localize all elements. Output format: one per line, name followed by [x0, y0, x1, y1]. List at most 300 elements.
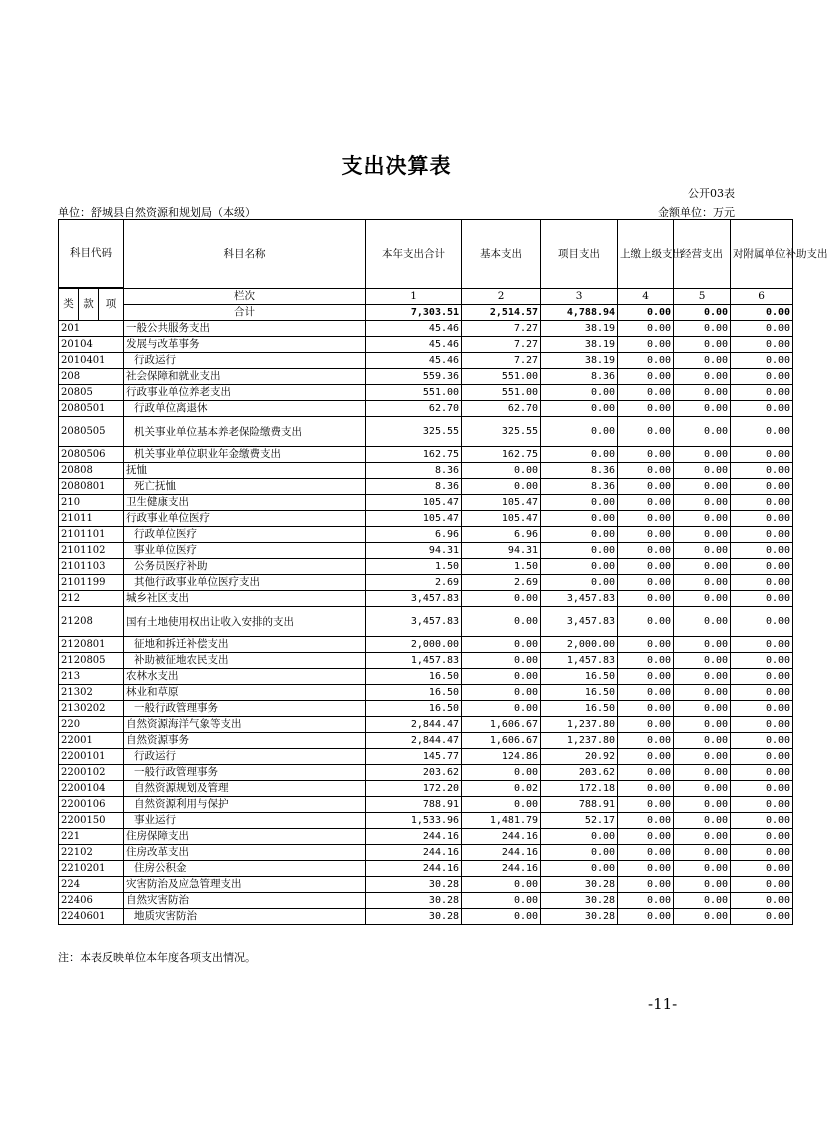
- table-row: [59, 669, 793, 685]
- amount-cell: 8.36: [541, 369, 618, 385]
- amount-cell: 124.86: [462, 749, 541, 765]
- subject-name: 自然资源事务: [124, 733, 366, 749]
- table-row: [59, 893, 793, 909]
- amount-cell: 0.00: [541, 829, 618, 845]
- amount-cell: 0.00: [618, 749, 674, 765]
- subject-code: 2080801: [59, 479, 124, 495]
- amount-cell: 8.36: [366, 479, 462, 495]
- subject-name: 自然资源海洋气象等支出: [124, 717, 366, 733]
- amount-cell: 45.46: [366, 353, 462, 369]
- amount-cell: 0.00: [462, 653, 541, 669]
- amount-cell: 0.00: [541, 559, 618, 575]
- total-cell: 7,303.51: [366, 305, 462, 321]
- subject-code: 2101103: [59, 559, 124, 575]
- total-row: [59, 305, 793, 321]
- amount-cell: 0.00: [674, 417, 731, 447]
- header-code: 科目代码: [59, 220, 124, 288]
- subject-name: 住房公积金: [124, 861, 366, 877]
- lanci-row: [59, 289, 793, 305]
- amount-cell: 0.00: [731, 749, 793, 765]
- amount-cell: 20.92: [541, 749, 618, 765]
- amount-cell: 0.00: [618, 495, 674, 511]
- amount-cell: 0.00: [618, 447, 674, 463]
- subject-name: 灾害防治及应急管理支出: [124, 877, 366, 893]
- table-row: [59, 321, 793, 337]
- total-cell: 0.00: [618, 305, 674, 321]
- subject-name: 公务员医疗补助: [124, 559, 366, 575]
- amount-cell: 0.00: [618, 463, 674, 479]
- subject-code: 20104: [59, 337, 124, 353]
- amount-cell: 6.96: [462, 527, 541, 543]
- col-num: 4: [618, 289, 674, 305]
- subject-name: 自然资源利用与保护: [124, 797, 366, 813]
- amount-cell: 0.00: [618, 527, 674, 543]
- amount-cell: 0.00: [731, 637, 793, 653]
- amount-cell: 0.00: [541, 385, 618, 401]
- header-xiang: 项: [99, 289, 124, 321]
- amount-cell: 244.16: [462, 861, 541, 877]
- amount-cell: 244.16: [366, 845, 462, 861]
- header-project: 项目支出: [541, 220, 618, 289]
- table-row: [59, 463, 793, 479]
- amount-cell: 0.00: [674, 653, 731, 669]
- amount-cell: 45.46: [366, 337, 462, 353]
- col-num: 3: [541, 289, 618, 305]
- subject-name: 农林水支出: [124, 669, 366, 685]
- amount-cell: 0.00: [618, 479, 674, 495]
- subject-code: 20805: [59, 385, 124, 401]
- subject-name: 城乡社区支出: [124, 591, 366, 607]
- amount-cell: 0.00: [462, 463, 541, 479]
- subject-name: 自然资源规划及管理: [124, 781, 366, 797]
- subject-code: 2080505: [59, 417, 124, 447]
- amount-cell: 0.00: [462, 479, 541, 495]
- table-row: [59, 765, 793, 781]
- amount-cell: 1,457.83: [366, 653, 462, 669]
- subject-code: 2210201: [59, 861, 124, 877]
- amount-cell: 0.00: [731, 401, 793, 417]
- header-row: [59, 220, 793, 288]
- subject-name: 住房保障支出: [124, 829, 366, 845]
- subject-name: 机关事业单位基本养老保险缴费支出: [124, 417, 366, 447]
- amount-cell: 0.00: [731, 813, 793, 829]
- amount-cell: 0.00: [618, 701, 674, 717]
- amount-cell: 105.47: [462, 511, 541, 527]
- table-row: [59, 637, 793, 653]
- amount-cell: 0.00: [618, 685, 674, 701]
- col-num: 5: [674, 289, 731, 305]
- amount-cell: 0.00: [674, 369, 731, 385]
- amount-cell: 0.00: [731, 861, 793, 877]
- amount-cell: 0.00: [674, 813, 731, 829]
- amount-cell: 0.00: [674, 701, 731, 717]
- subject-name: 卫生健康支出: [124, 495, 366, 511]
- amount-cell: 0.00: [618, 909, 674, 925]
- subject-name: 一般行政管理事务: [124, 765, 366, 781]
- amount-cell: 105.47: [462, 495, 541, 511]
- amount-cell: 0.00: [731, 797, 793, 813]
- amount-cell: 325.55: [366, 417, 462, 447]
- amount-cell: 38.19: [541, 337, 618, 353]
- table-row: [59, 417, 793, 447]
- subject-name: 机关事业单位职业年金缴费支出: [124, 447, 366, 463]
- table-row: [59, 575, 793, 591]
- amount-cell: 162.75: [462, 447, 541, 463]
- amount-cell: 38.19: [541, 321, 618, 337]
- subject-code: 221: [59, 829, 124, 845]
- amount-cell: 3,457.83: [366, 591, 462, 607]
- amount-cell: 1,606.67: [462, 717, 541, 733]
- amount-cell: 45.46: [366, 321, 462, 337]
- total-cell: 2,514.57: [462, 305, 541, 321]
- amount-cell: 0.00: [674, 527, 731, 543]
- subject-name: 一般行政管理事务: [124, 701, 366, 717]
- amount-cell: 0.00: [674, 607, 731, 637]
- amount-cell: 0.00: [462, 607, 541, 637]
- amount-cell: 0.00: [618, 733, 674, 749]
- amount-cell: 0.00: [618, 861, 674, 877]
- subject-code: 2130202: [59, 701, 124, 717]
- amount-cell: 0.00: [462, 909, 541, 925]
- amount-cell: 172.18: [541, 781, 618, 797]
- amount-cell: 0.00: [731, 877, 793, 893]
- amount-cell: 0.00: [541, 527, 618, 543]
- amount-cell: 0.00: [674, 637, 731, 653]
- amount-cell: 1.50: [462, 559, 541, 575]
- amount-cell: 0.00: [731, 607, 793, 637]
- amount-cell: 0.00: [462, 765, 541, 781]
- amount-cell: 0.00: [731, 463, 793, 479]
- table-row: [59, 385, 793, 401]
- amount-cell: 3,457.83: [541, 607, 618, 637]
- subject-code: 2200150: [59, 813, 124, 829]
- amount-cell: 0.00: [674, 749, 731, 765]
- subject-name: 事业运行: [124, 813, 366, 829]
- amount-cell: 788.91: [366, 797, 462, 813]
- amount-cell: 0.00: [674, 733, 731, 749]
- subject-code: 210: [59, 495, 124, 511]
- amount-cell: 0.00: [618, 575, 674, 591]
- subject-code: 21208: [59, 607, 124, 637]
- amount-cell: 16.50: [541, 669, 618, 685]
- reporting-unit: 单位：舒城县自然资源和规划局（本级）: [58, 206, 256, 219]
- amount-cell: 551.00: [462, 369, 541, 385]
- amount-cell: 0.00: [731, 909, 793, 925]
- total-cell: 4,788.94: [541, 305, 618, 321]
- amount-cell: 0.00: [674, 781, 731, 797]
- table-row: [59, 909, 793, 925]
- amount-cell: 0.00: [618, 765, 674, 781]
- page-title: 支出决算表: [341, 153, 452, 178]
- amount-cell: 0.00: [674, 893, 731, 909]
- header-kuan: 款: [79, 289, 99, 321]
- amount-cell: 0.00: [731, 829, 793, 845]
- amount-cell: 0.00: [731, 337, 793, 353]
- subject-name: 住房改革支出: [124, 845, 366, 861]
- amount-cell: 0.00: [618, 417, 674, 447]
- amount-cell: 16.50: [366, 669, 462, 685]
- amount-cell: 0.00: [541, 511, 618, 527]
- subject-name: 行政运行: [124, 353, 366, 369]
- table-row: [59, 527, 793, 543]
- amount-cell: 551.00: [366, 385, 462, 401]
- amount-cell: 0.00: [618, 321, 674, 337]
- subject-code: 2200102: [59, 765, 124, 781]
- amount-cell: 0.00: [731, 591, 793, 607]
- amount-cell: 162.75: [366, 447, 462, 463]
- subject-name: 行政事业单位养老支出: [124, 385, 366, 401]
- amount-cell: 0.00: [618, 559, 674, 575]
- amount-cell: 0.00: [618, 781, 674, 797]
- amount-cell: 0.00: [674, 543, 731, 559]
- header-business: 经营支出: [674, 220, 731, 289]
- amount-cell: 0.00: [674, 447, 731, 463]
- table-row: [59, 447, 793, 463]
- amount-cell: 0.00: [731, 417, 793, 447]
- amount-cell: 0.00: [731, 447, 793, 463]
- table-row: [59, 701, 793, 717]
- amount-cell: 788.91: [541, 797, 618, 813]
- amount-cell: 2,844.47: [366, 733, 462, 749]
- amount-cell: 145.77: [366, 749, 462, 765]
- subject-code: 208: [59, 369, 124, 385]
- amount-cell: 0.00: [674, 385, 731, 401]
- amount-cell: 244.16: [366, 829, 462, 845]
- amount-cell: 1,481.79: [462, 813, 541, 829]
- amount-cell: 0.00: [541, 543, 618, 559]
- amount-cell: 0.00: [618, 401, 674, 417]
- amount-cell: 94.31: [366, 543, 462, 559]
- amount-cell: 16.50: [366, 701, 462, 717]
- amount-cell: 1,237.80: [541, 733, 618, 749]
- amount-cell: 203.62: [541, 765, 618, 781]
- amount-cell: 0.00: [618, 797, 674, 813]
- amount-cell: 0.00: [731, 781, 793, 797]
- amount-cell: 0.00: [618, 845, 674, 861]
- subject-code: 2080506: [59, 447, 124, 463]
- amount-cell: 0.00: [618, 717, 674, 733]
- table-row: [59, 733, 793, 749]
- amount-cell: 0.00: [731, 733, 793, 749]
- amount-cell: 0.00: [731, 559, 793, 575]
- amount-cell: 38.19: [541, 353, 618, 369]
- amount-cell: 30.28: [541, 877, 618, 893]
- header-basic: 基本支出: [462, 220, 541, 289]
- amount-cell: 0.00: [674, 575, 731, 591]
- page-number: -11-: [648, 995, 678, 1013]
- subject-code: 2010401: [59, 353, 124, 369]
- table-row: [59, 511, 793, 527]
- amount-cell: 0.00: [674, 559, 731, 575]
- amount-cell: 105.47: [366, 495, 462, 511]
- amount-cell: 2.69: [462, 575, 541, 591]
- amount-cell: 0.00: [674, 861, 731, 877]
- amount-cell: 0.00: [674, 829, 731, 845]
- amount-cell: 0.00: [674, 717, 731, 733]
- header-subsidiary: 对附属单位补助支出: [731, 220, 793, 289]
- table-row: [59, 353, 793, 369]
- amount-cell: 0.00: [674, 401, 731, 417]
- subject-code: 2240601: [59, 909, 124, 925]
- subject-name: 国有土地使用权出让收入安排的支出: [124, 607, 366, 637]
- amount-cell: 172.20: [366, 781, 462, 797]
- amount-cell: 0.00: [674, 909, 731, 925]
- subject-name: 发展与改革事务: [124, 337, 366, 353]
- amount-cell: 0.00: [618, 607, 674, 637]
- amount-cell: 0.00: [674, 591, 731, 607]
- amount-cell: 0.00: [731, 543, 793, 559]
- amount-cell: 7.27: [462, 321, 541, 337]
- table-row: [59, 591, 793, 607]
- amount-cell: 0.00: [462, 669, 541, 685]
- amount-cell: 0.00: [731, 653, 793, 669]
- table-row: [59, 653, 793, 669]
- amount-cell: 0.00: [618, 353, 674, 369]
- header-lei: 类: [59, 289, 79, 321]
- amount-cell: 2,844.47: [366, 717, 462, 733]
- header-total: 本年支出合计: [366, 220, 462, 289]
- amount-cell: 0.00: [731, 353, 793, 369]
- subject-name: 死亡抚恤: [124, 479, 366, 495]
- amount-cell: 16.50: [541, 685, 618, 701]
- amount-cell: 2,000.00: [541, 637, 618, 653]
- amount-cell: 0.00: [541, 845, 618, 861]
- amount-cell: 1,457.83: [541, 653, 618, 669]
- subject-name: 自然灾害防治: [124, 893, 366, 909]
- footnote: 注：本表反映单位本年度各项支出情况。: [58, 951, 256, 964]
- subject-code: 22102: [59, 845, 124, 861]
- amount-cell: 0.00: [674, 845, 731, 861]
- amount-cell: 30.28: [541, 893, 618, 909]
- amount-cell: 0.00: [618, 337, 674, 353]
- table-row: [59, 479, 793, 495]
- amount-cell: 30.28: [366, 877, 462, 893]
- amount-cell: 0.00: [541, 417, 618, 447]
- amount-cell: 0.00: [462, 893, 541, 909]
- amount-cell: 0.00: [541, 575, 618, 591]
- amount-cell: 8.36: [366, 463, 462, 479]
- amount-cell: 0.00: [731, 369, 793, 385]
- amount-cell: 0.00: [731, 845, 793, 861]
- table-row: [59, 717, 793, 733]
- table-row: [59, 369, 793, 385]
- table-row: [59, 797, 793, 813]
- amount-cell: 1.50: [366, 559, 462, 575]
- amount-cell: 325.55: [462, 417, 541, 447]
- amount-cell: 30.28: [541, 909, 618, 925]
- amount-cell: 0.00: [618, 369, 674, 385]
- table-row: [59, 829, 793, 845]
- amount-cell: 7.27: [462, 337, 541, 353]
- subject-code: 20808: [59, 463, 124, 479]
- amount-cell: 0.00: [541, 495, 618, 511]
- subject-name: 事业单位医疗: [124, 543, 366, 559]
- table-row: [59, 543, 793, 559]
- subject-code: 22001: [59, 733, 124, 749]
- subject-name: 一般公共服务支出: [124, 321, 366, 337]
- amount-cell: 0.00: [618, 653, 674, 669]
- amount-cell: 0.02: [462, 781, 541, 797]
- table-row: [59, 401, 793, 417]
- subject-code: 22406: [59, 893, 124, 909]
- col-num: 2: [462, 289, 541, 305]
- total-cell: 0.00: [674, 305, 731, 321]
- col-num: 6: [731, 289, 793, 305]
- amount-cell: 0.00: [674, 463, 731, 479]
- amount-cell: 203.62: [366, 765, 462, 781]
- amount-cell: 0.00: [462, 637, 541, 653]
- amount-cell: 0.00: [618, 877, 674, 893]
- subject-code: 201: [59, 321, 124, 337]
- amount-cell: 0.00: [731, 669, 793, 685]
- table-row: [59, 559, 793, 575]
- amount-cell: 0.00: [462, 591, 541, 607]
- amount-cell: 244.16: [462, 829, 541, 845]
- subject-name: 其他行政事业单位医疗支出: [124, 575, 366, 591]
- amount-cell: 8.36: [541, 479, 618, 495]
- amount-cell: 0.00: [541, 861, 618, 877]
- amount-cell: 62.70: [366, 401, 462, 417]
- table-row: [59, 877, 793, 893]
- amount-cell: 1,533.96: [366, 813, 462, 829]
- amount-cell: 0.00: [462, 797, 541, 813]
- amount-unit: 金额单位：万元: [658, 206, 735, 219]
- amount-cell: 559.36: [366, 369, 462, 385]
- amount-cell: 0.00: [731, 893, 793, 909]
- amount-cell: 0.00: [618, 591, 674, 607]
- amount-cell: 0.00: [541, 401, 618, 417]
- amount-cell: 244.16: [366, 861, 462, 877]
- amount-cell: 0.00: [731, 511, 793, 527]
- subject-code: 2200104: [59, 781, 124, 797]
- subject-name: 补助被征地农民支出: [124, 653, 366, 669]
- subject-name: 社会保障和就业支出: [124, 369, 366, 385]
- subject-code: 224: [59, 877, 124, 893]
- amount-cell: 0.00: [674, 495, 731, 511]
- table-row: [59, 845, 793, 861]
- amount-cell: 244.16: [462, 845, 541, 861]
- amount-cell: 0.00: [731, 765, 793, 781]
- amount-cell: 2.69: [366, 575, 462, 591]
- amount-cell: 1,237.80: [541, 717, 618, 733]
- amount-cell: 0.00: [674, 797, 731, 813]
- table-row: [59, 607, 793, 637]
- amount-cell: 0.00: [618, 637, 674, 653]
- amount-cell: 0.00: [674, 511, 731, 527]
- amount-cell: 0.00: [674, 877, 731, 893]
- amount-cell: 52.17: [541, 813, 618, 829]
- total-label: 合计: [124, 305, 366, 321]
- amount-cell: 0.00: [618, 893, 674, 909]
- amount-cell: 0.00: [674, 479, 731, 495]
- amount-cell: 2,000.00: [366, 637, 462, 653]
- subject-code: 2101102: [59, 543, 124, 559]
- amount-cell: 0.00: [618, 543, 674, 559]
- subject-code: 2120805: [59, 653, 124, 669]
- col-num: 1: [366, 289, 462, 305]
- subject-name: 抚恤: [124, 463, 366, 479]
- amount-cell: 0.00: [674, 337, 731, 353]
- amount-cell: 1,606.67: [462, 733, 541, 749]
- amount-cell: 0.00: [674, 353, 731, 369]
- subject-code: 2080501: [59, 401, 124, 417]
- amount-cell: 30.28: [366, 893, 462, 909]
- subject-code: 2200106: [59, 797, 124, 813]
- total-cell: 0.00: [731, 305, 793, 321]
- table-row: [59, 861, 793, 877]
- amount-cell: 105.47: [366, 511, 462, 527]
- amount-cell: 0.00: [674, 685, 731, 701]
